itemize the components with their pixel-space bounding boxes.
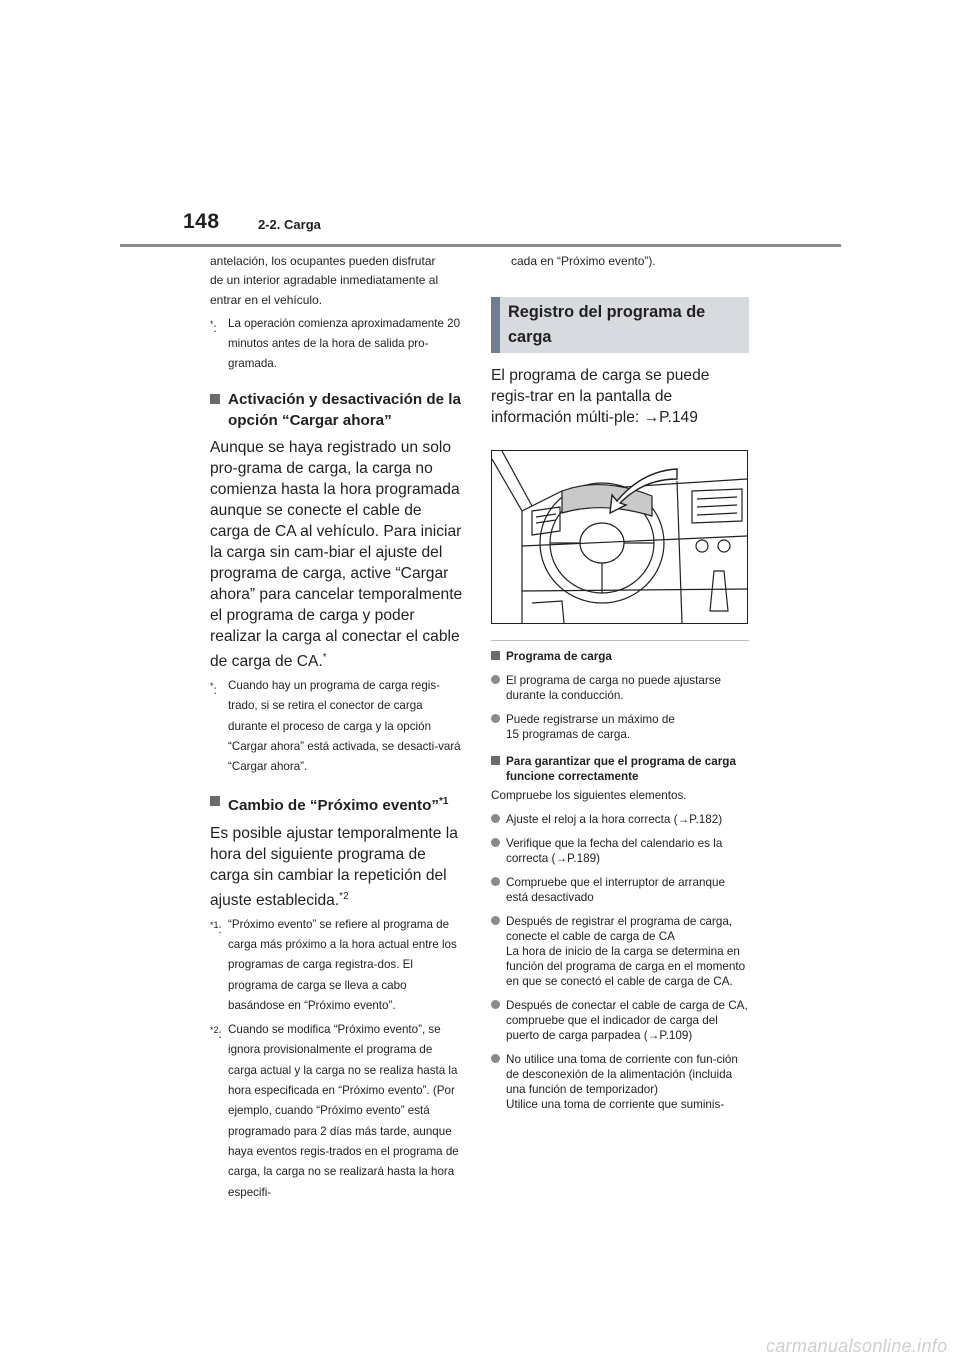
- square-bullet-icon: [491, 754, 506, 784]
- round-bullet-icon: [491, 673, 506, 703]
- note-heading-programa: [491, 649, 749, 664]
- footnote-cargar-ahora: [210, 676, 463, 777]
- footnote-mark: $^{*1}$:: [210, 919, 222, 936]
- footnote-text: Cuando hay un programa de carga regis-trado, si se retira el conector de carga durante el proceso de carga y la opción “Cargar ahora” está activada, se desacti-vará “Cargar ahora”.: [228, 678, 461, 774]
- list-item: Después de registrar el programa de carga, conecte el cable de carga de CA La hora de inicio de la carga se determina en función del programa de carga en el momento en que se conectó el cable de carga de CA.: [491, 914, 749, 989]
- paragraph-cargar-ahora: Aunque se haya registrado un solo pro-grama de carga, la carga no comienza hasta la hora programada aunque se conecte el cable de carga de CA al vehículo. Para iniciar la carga sin cam-biar el ajuste del programa de carga, active “Cargar ahora” para cancelar temporalmente el programa de carga y poder realizar la carga al conectar el cable de carga de CA.*: [210, 438, 463, 670]
- right-column: [491, 252, 749, 1112]
- footnote-text: Cuando se modifica “Próximo evento”, se ignora provisionalmente el programa de carga actual y la carga no se realiza hasta la hora especificada en “Próximo evento”. (Por ejemplo, cuando “Próximo evento” está programado para 2 días más tarde, aunque haya eventos regis-trados en el programa de carga, la carga no se realizará hasta la hora especifi-: [228, 1023, 459, 1199]
- intro-text: [210, 252, 463, 310]
- dashboard-illustration: [491, 450, 748, 624]
- round-bullet-icon: [491, 914, 506, 989]
- note-heading-text: Programa de carga: [506, 650, 612, 664]
- footnote-proximo-evento-2: [210, 1020, 463, 1203]
- list-item: Compruebe que el interruptor de arranque está desactivado: [491, 875, 749, 905]
- note-intro: Compruebe los siguientes elementos.: [491, 789, 687, 803]
- footnote-proximo-evento-1: [210, 915, 463, 1016]
- list-item: Ajuste el reloj a la hora correcta (→P.182): [491, 812, 749, 827]
- steering-wheel-figure: [492, 451, 747, 623]
- page-number: 148: [183, 210, 220, 233]
- square-bullet-icon: [210, 389, 228, 431]
- square-bullet-icon: [210, 791, 228, 816]
- round-bullet-icon: [491, 998, 506, 1043]
- list-item: Verifique que la fecha del calendario es la correcta (→P.189): [491, 836, 749, 866]
- registration-paragraph: El programa de carga se puede regis-trar en la pantalla de información múlti-ple: →P.149: [491, 367, 710, 427]
- round-bullet-icon: [491, 712, 506, 742]
- list-item: Puede registrarse un máximo de 15 programas de carga.: [491, 712, 749, 742]
- continuation-text: cada en “Próximo evento”).: [511, 254, 656, 268]
- watermark: carmanualsonline.info: [766, 1336, 948, 1356]
- intro-footnote: [210, 314, 463, 375]
- footnote-mark: *:: [210, 680, 217, 697]
- intro-line: entrar en el vehículo.: [210, 292, 323, 307]
- heading-text: Cambio de “Próximo evento”$^{*1}$: [228, 796, 449, 815]
- footnote-text: La operación comienza aproximadamente 20 minutos antes de la hora de salida pro-gramada.: [228, 316, 461, 371]
- round-bullet-icon: [491, 812, 506, 827]
- heading-cargar-ahora: [210, 389, 463, 431]
- footnote-mark: *:: [210, 318, 217, 335]
- intro-line: de un interior agradable inmediatamente al: [210, 273, 439, 288]
- header-rule: [120, 244, 841, 247]
- footnote-mark: $^{*2}$:: [210, 1025, 222, 1042]
- list-item: El programa de carga no puede ajustarse durante la conducción.: [491, 673, 749, 703]
- footnote-text: “Próximo evento” se refiere al programa de carga más próximo a la hora actual entre los programas de carga registra-dos. El programa de carga se lleva a cabo basándose en “Próximo evento”.: [228, 917, 457, 1012]
- round-bullet-icon: [491, 1052, 506, 1112]
- footnote-ref: *2: [339, 890, 349, 902]
- intro-line: antelación, los ocupantes pueden disfrutar: [210, 254, 436, 268]
- square-bullet-icon: [491, 649, 506, 664]
- note-heading-garantizar: [491, 754, 749, 784]
- list-item: No utilice una toma de corriente con fun-ción de desconexión de la alimentación (incluida una función de temporizador) Utilice una toma de corriente que suminis-: [491, 1052, 749, 1112]
- heading-proximo-evento: [210, 791, 463, 816]
- section-title: 2-2. Carga: [258, 217, 321, 232]
- round-bullet-icon: [491, 836, 506, 866]
- footnote-ref: *: [322, 651, 327, 663]
- note-heading-text: Para garantizar que el programa de carga funcione correctamente: [506, 755, 736, 784]
- left-column: [210, 252, 463, 1203]
- paragraph-proximo-evento: Es posible ajustar temporalmente la hora del siguiente programa de carga sin cambiar la repetición del ajuste establecida.$^{*2}$: [210, 824, 458, 909]
- heading-text: Activación y desactivación de la opción “Cargar ahora”: [228, 390, 461, 429]
- section-box-title: Registro del programa de carga: [491, 297, 749, 353]
- round-bullet-icon: [491, 875, 506, 905]
- note-divider: [491, 640, 749, 641]
- list-item: Después de conectar el cable de carga de CA, compruebe que el indicador de carga del puerto de carga parpadea (→P.109): [491, 998, 749, 1043]
